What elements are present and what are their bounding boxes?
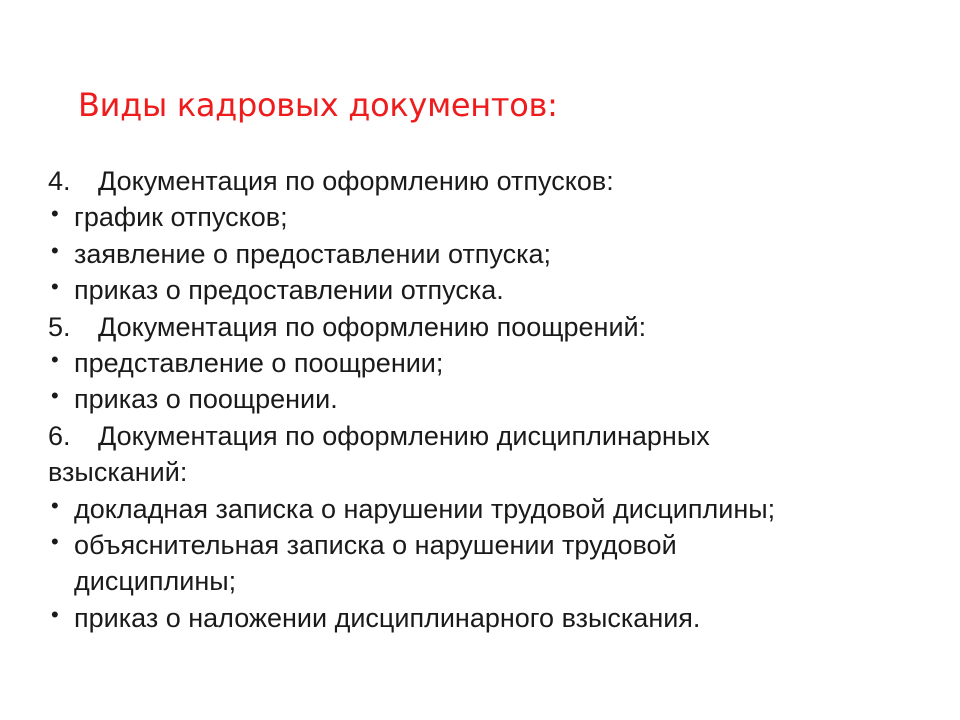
section-heading-text: Документация по оформлению дисциплинарных (98, 420, 710, 451)
section-number: 4. (48, 166, 71, 196)
list-item-text: график отпусков; (74, 202, 288, 233)
list-item-text: приказ о предоставлении отпуска. (74, 275, 504, 306)
list-item (48, 491, 938, 527)
section-heading-text: Документация по оформлению отпусков: (98, 166, 614, 196)
list-item-text: заявление о предоставлении отпуска; (74, 238, 552, 269)
list-item-text: объяснительная записка о нарушении трудовой (74, 530, 677, 561)
list-item (48, 199, 938, 235)
list-item (48, 345, 938, 381)
bullet-icon: • (51, 237, 59, 263)
slide-body (48, 163, 938, 636)
list-item (48, 527, 938, 563)
list-item (48, 600, 938, 636)
bullet-icon: • (51, 274, 59, 300)
bullet-icon: • (51, 383, 59, 409)
list-item (48, 381, 938, 417)
list-item-text: приказ о наложении дисциплинарного взыскания. (74, 602, 701, 633)
section-number: 5. (48, 311, 71, 342)
bullet-icon: • (51, 601, 59, 627)
bullet-icon: • (51, 201, 59, 227)
list-item-text: представление о поощрении; (74, 348, 444, 379)
list-item-text: приказ о поощрении. (74, 384, 338, 415)
list-item-continuation: дисциплины; (74, 566, 237, 597)
bullet-icon: • (51, 529, 59, 555)
section-number: 6. (48, 420, 71, 451)
bullet-icon: • (51, 347, 59, 373)
slide-title: Виды кадровых документов: (78, 86, 558, 124)
bullet-icon: • (51, 492, 59, 518)
list-item (48, 236, 938, 272)
section-heading-text: Документация по оформлению поощрений: (98, 311, 647, 342)
section-heading (48, 418, 938, 454)
list-item-text: докладная записка о нарушении трудовой дисциплины; (74, 493, 776, 524)
list-item (48, 272, 938, 308)
section-heading-continuation: взысканий: (48, 457, 188, 488)
section-heading (48, 163, 938, 199)
section-heading (48, 309, 938, 345)
